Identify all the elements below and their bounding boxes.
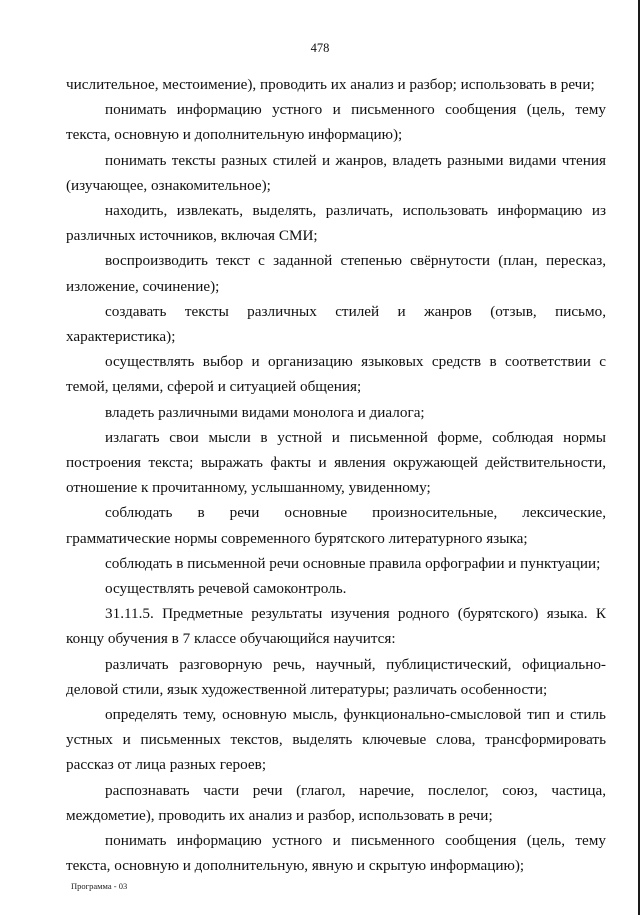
page-number: 478 bbox=[310, 41, 330, 55]
paragraph: понимать информацию устного и письменного сообщения (цель, тему текста, основную и дополнительную информацию); bbox=[66, 101, 606, 144]
paragraph: осуществлять речевой самоконтроль. bbox=[105, 580, 347, 598]
paragraph: создавать тексты различных стилей и жанров (отзыв, письмо, характеристика); bbox=[66, 302, 606, 346]
paragraph: различать разговорную речь, научный, публицистический, официально-деловой стили, язык художественной литературы; различать особенности; bbox=[66, 655, 606, 698]
paragraph: находить, извлекать, выделять, различать, использовать информацию из различных источников, включая СМИ; bbox=[66, 202, 606, 245]
paragraph: определять тему, основную мысль, функционально-смысловой тип и стиль устных и письменных текстов, выделять ключевые слова, трансформировать рассказ от лица разных героев; bbox=[66, 706, 606, 774]
paragraph: излагать свои мысли в устной и письменной форме, соблюдая нормы построения текста; выражать факты и явления окружающей действительности, отношение к прочитанному, услышанному, увиденному; bbox=[66, 428, 606, 497]
paragraph-continuation: числительное, местоимение), проводить их анализ и разбор; использовать в речи; bbox=[66, 76, 595, 93]
body-text bbox=[66, 72, 606, 879]
paragraph: владеть различными видами монолога и диалога; bbox=[105, 403, 425, 421]
paragraph: понимать тексты разных стилей и жанров, владеть разными видами чтения (изучающее, ознакомительное); bbox=[66, 151, 606, 194]
paragraph: понимать информацию устного и письменного сообщения (цель, тему текста, основную и дополнительную, явную и скрытую информацию); bbox=[66, 832, 606, 875]
paragraph: осуществлять выбор и организацию языковых средств в соответствии с темой, целями, сферой и ситуацией общения; bbox=[66, 353, 606, 396]
paragraph: соблюдать в речи основные произносительные, лексические, грамматические нормы современного бурятского литературного языка; bbox=[66, 504, 606, 547]
footer-label: Программа - 03 bbox=[71, 881, 128, 891]
paragraph: распознавать части речи (глагол, наречие, послелог, союз, частица, междометие), проводить их анализ и разбор, использовать в речи; bbox=[66, 781, 606, 824]
paragraph: соблюдать в письменной речи основные правила орфографии и пунктуации; bbox=[105, 554, 601, 572]
section-heading-paragraph: 31.11.5. Предметные результаты изучения родного (бурятского) языка. К концу обучения в 7 классе обучающийся научится: bbox=[66, 605, 606, 648]
paragraph: воспроизводить текст с заданной степенью свёрнутости (план, пересказ, изложение, сочинение); bbox=[66, 252, 606, 295]
